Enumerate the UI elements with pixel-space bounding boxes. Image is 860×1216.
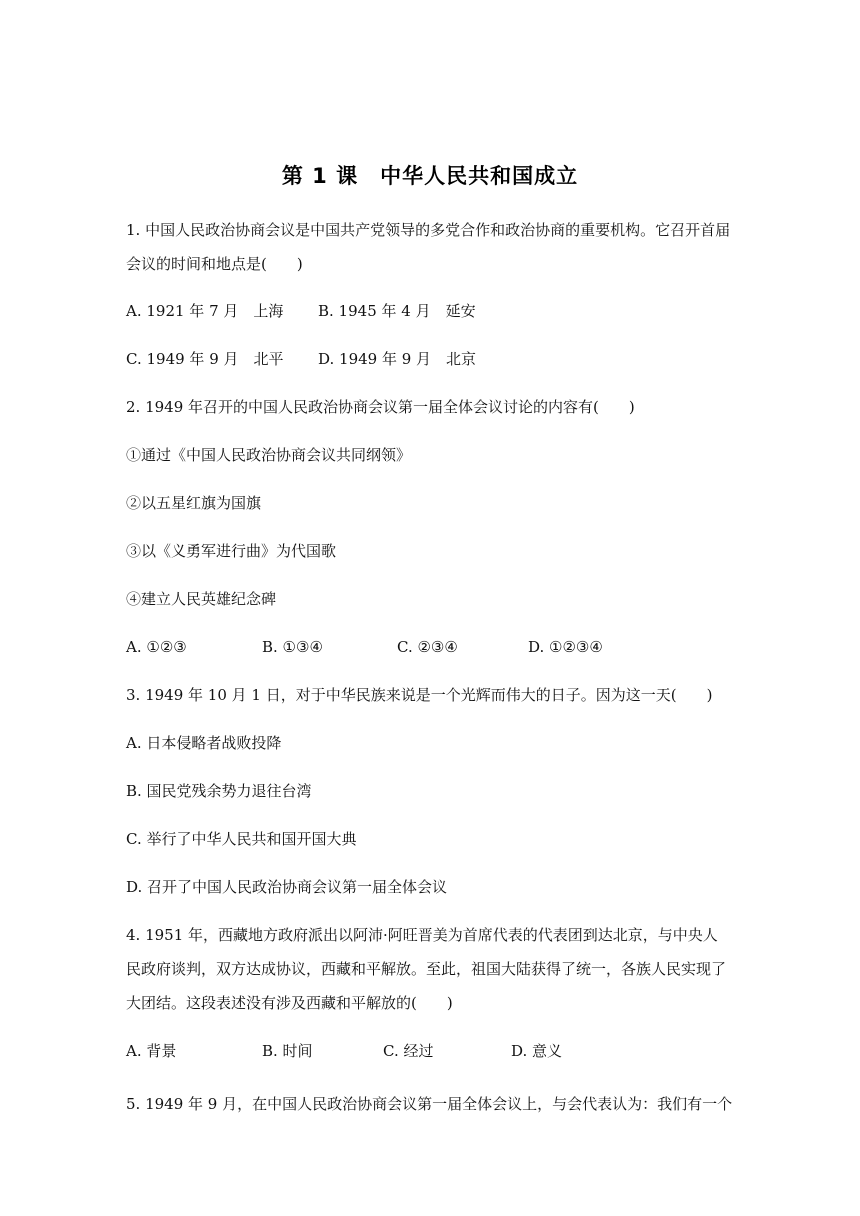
q4-stem-line-1: 4. 1951 年，西藏地方政府派出以阿沛·阿旺晋美为首席代表的代表团到达北京，与中央人 (126, 926, 718, 944)
q5-stem-line-1: 5. 1949 年 9 月，在中国人民政治协商会议第一届全体会议上，与会代表认为：我们有一个 (126, 1095, 733, 1113)
lesson-title: 第 1 课 中华人民共和国成立 (281, 164, 579, 188)
q1-option-c: C. 1949 年 9 月 北平 (126, 350, 284, 368)
q4-stem-line-3: 大团结。这段表述没有涉及西藏和平解放的( ) (126, 994, 453, 1012)
q2-item-3: ③以《义勇军进行曲》为代国歌 (126, 542, 337, 560)
q3-option-a: A. 日本侵略者战败投降 (126, 734, 282, 752)
q2-option-b: B. ①③④ (262, 638, 323, 656)
q3-stem-line-1: 3. 1949 年 10 月 1 日，对于中华民族来说是一个光辉而伟大的日子。因为这一天( ) (126, 686, 713, 704)
q4-option-d: D. 意义 (511, 1042, 563, 1060)
q3-option-b: B. 国民党残余势力退往台湾 (126, 782, 312, 800)
q4-option-c: C. 经过 (383, 1042, 434, 1060)
q1-stem-line-2: 会议的时间和地点是( ) (126, 255, 303, 273)
q2-item-4: ④建立人民英雄纪念碑 (126, 590, 277, 608)
q1-option-b: B. 1945 年 4 月 延安 (318, 302, 476, 320)
q3-option-d: D. 召开了中国人民政治协商会议第一届全体会议 (126, 878, 448, 896)
q1-stem-line-1: 1. 中国人民政治协商会议是中国共产党领导的多党合作和政治协商的重要机构。它召开首届 (126, 221, 731, 239)
q2-item-2: ②以五星红旗为国旗 (126, 494, 262, 512)
q2-option-a: A. ①②③ (126, 638, 187, 656)
q2-option-d: D. ①②③④ (528, 638, 603, 656)
q4-stem-line-2: 民政府谈判，双方达成协议，西藏和平解放。至此，祖国大陆获得了统一，各族人民实现了 (126, 960, 727, 978)
q2-option-c: C. ②③④ (397, 638, 458, 656)
q1-option-a: A. 1921 年 7 月 上海 (126, 302, 284, 320)
q3-option-c: C. 举行了中华人民共和国开国大典 (126, 830, 357, 848)
q4-option-a: A. 背景 (126, 1042, 177, 1060)
q2-stem-line-1: 2. 1949 年召开的中国人民政治协商会议第一届全体会议讨论的内容有( ) (126, 398, 635, 416)
q2-item-1: ①通过《中国人民政治协商会议共同纲领》 (126, 446, 412, 464)
q1-option-d: D. 1949 年 9 月 北京 (318, 350, 477, 368)
q4-option-b: B. 时间 (262, 1042, 313, 1060)
